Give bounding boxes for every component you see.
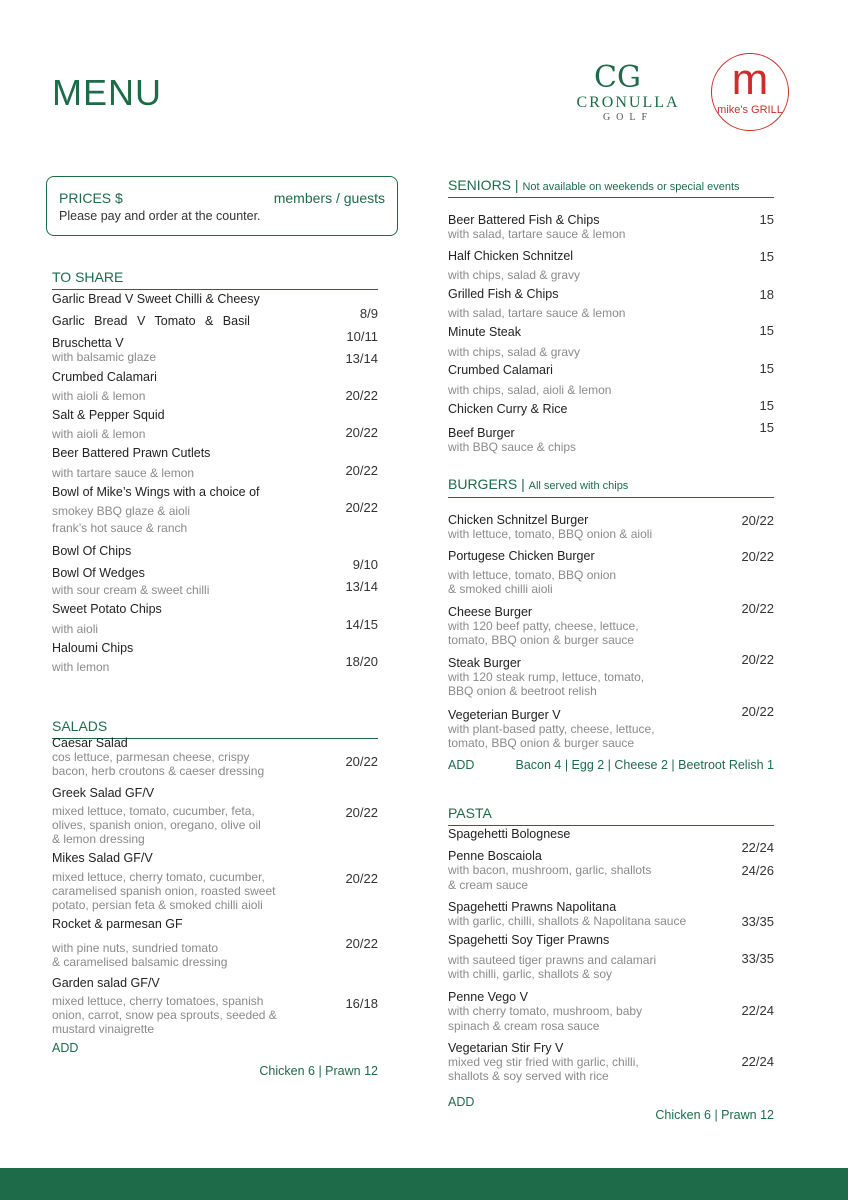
menu-item-desc: with tartare sauce & lemon	[52, 466, 195, 480]
menu-item-price: 15	[759, 212, 774, 227]
menu-item-desc: with lettuce, tomato, BBQ onion	[448, 568, 617, 582]
menu-item-name: Portugese Chicken Burger	[448, 549, 595, 563]
menu-item-desc: with sauteed tiger prawns and calamari	[448, 953, 657, 967]
menu-item-desc: & caramelised balsamic dressing	[52, 955, 228, 969]
salads-heading: SALADS	[52, 718, 108, 734]
prices-box	[46, 176, 398, 236]
menu-item-name: Salt & Pepper Squid	[52, 408, 165, 422]
burgers-rule	[448, 497, 774, 498]
menu-item-name: Sweet Potato Chips	[52, 602, 162, 616]
menu-item-price: 20/22	[741, 513, 774, 528]
menu-item-price: 8/9	[359, 306, 378, 321]
menu-item-price: 20/22	[345, 805, 378, 820]
menu-item-price: 9/10	[352, 557, 378, 572]
menu-item-desc: with salad, tartare sauce & lemon	[448, 227, 626, 241]
menu-item-name: Penne Boscaiola	[448, 849, 542, 863]
menu-item-desc: with bacon, mushroom, garlic, shallots	[448, 863, 652, 877]
menu-item-price: 10/11	[346, 329, 378, 344]
menu-item-name: Bowl Of Wedges	[52, 566, 145, 580]
menu-item-price: 20/22	[741, 549, 774, 564]
to-share-rule	[52, 289, 378, 290]
menu-item-desc: with salad, tartare sauce & lemon	[448, 306, 626, 320]
menu-item-desc: bacon, herb croutons & caeser dressing	[52, 764, 265, 778]
menu-item-price: 33/35	[741, 951, 774, 966]
menu-item-desc: with chilli, garlic, shallots & soy	[448, 967, 613, 981]
menu-item-name: Vegeterian Burger V	[448, 708, 561, 722]
menu-item-name: Bruschetta V	[52, 336, 124, 350]
menu-item-price: 22/24	[741, 1054, 774, 1069]
menu-item-desc: with lettuce, tomato, BBQ onion & aioli	[448, 527, 653, 541]
pasta-add-label: ADD	[448, 1095, 475, 1109]
menu-item-desc: with chips, salad, aioli & lemon	[448, 383, 612, 397]
menu-item-name: Haloumi Chips	[52, 641, 134, 655]
burgers-heading	[448, 476, 628, 492]
menu-item-name: Bowl Of Chips	[52, 544, 132, 558]
menu-item-price: 13/14	[345, 351, 378, 366]
menu-item-name: Chicken Curry & Rice	[448, 402, 568, 416]
menu-item-desc: mixed lettuce, cherry tomatoes, spanish	[52, 994, 264, 1008]
menu-item-name: Beer Battered Prawn Cutlets	[52, 446, 211, 460]
menu-item-price: 20/22	[345, 463, 378, 478]
menu-item-desc: with lemon	[52, 660, 110, 674]
menu-item-desc: with 120 steak rump, lettuce, tomato,	[448, 670, 645, 684]
cg-sub: GOLF	[602, 112, 654, 123]
page-title: MENU	[52, 72, 162, 113]
seniors-title: SENIORS |	[448, 177, 519, 193]
menu-item-price: 15	[759, 323, 774, 338]
menu-item-desc: & cream sauce	[448, 878, 529, 892]
menu-item-name: Vegetarian Stir Fry V	[448, 1041, 564, 1055]
menu-item-desc: with chips, salad & gravy	[448, 268, 581, 282]
menu-item-price: 22/24	[741, 1003, 774, 1018]
prices-note: Please pay and order at the counter.	[59, 209, 261, 223]
menu-item-desc: frank’s hot sauce & ranch	[52, 521, 188, 535]
menu-item-desc: with sour cream & sweet chilli	[52, 583, 210, 597]
menu-item-price: 15	[759, 249, 774, 264]
menu-item-name: Spagehetti Bolognese	[448, 827, 571, 841]
burgers-title: BURGERS |	[448, 476, 525, 492]
menu-item-name: Garden salad GF/V	[52, 976, 160, 990]
menu-item-desc: onion, carrot, snow pea sprouts, seeded &	[52, 1008, 277, 1022]
menu-item-name: Crumbed Calamari	[448, 363, 553, 377]
menu-item-desc: mustard vinaigrette	[52, 1022, 155, 1036]
menu-item-desc: with aioli	[52, 622, 99, 636]
menu-item-name: Penne Vego V	[448, 990, 528, 1004]
menu-item-price: 20/22	[345, 388, 378, 403]
menu-item-name: Garlic Bread V Tomato & Basil	[52, 314, 250, 328]
menu-item-desc: with pine nuts, sundried tomato	[52, 941, 219, 955]
cg-name: CRONULLA	[576, 94, 680, 111]
menu-item-desc: with cherry tomato, mushroom, baby	[448, 1004, 643, 1018]
pasta-heading: PASTA	[448, 805, 492, 821]
footer-band	[0, 1168, 848, 1200]
menu-item-name: Garlic Bread V Sweet Chilli & Cheesy	[52, 292, 260, 306]
menu-item-desc: BBQ onion & beetroot relish	[448, 684, 597, 698]
menu-item-name: Beer Battered Fish & Chips	[448, 213, 600, 227]
menu-item-price: 20/22	[345, 500, 378, 515]
menu-item-price: 15	[759, 398, 774, 413]
menu-item-desc: smokey BBQ glaze & aioli	[52, 504, 191, 518]
menu-item-price: 18	[759, 287, 774, 302]
menu-item-price: 20/22	[741, 652, 774, 667]
menu-item-price: 13/14	[345, 579, 378, 594]
menu-item-name: Spagehetti Prawns Napolitana	[448, 900, 617, 914]
menu-item-price: 16/18	[345, 996, 378, 1011]
menu-item-desc: mixed lettuce, tomato, cucumber, feta,	[52, 804, 255, 818]
menu-item-price: 33/35	[741, 914, 774, 929]
menu-item-desc: shallots & soy served with rice	[448, 1069, 609, 1083]
mg-text: mike's GRILL	[717, 104, 783, 116]
menu-item-desc: with balsamic glaze	[52, 350, 157, 364]
prices-label: PRICES $	[59, 190, 123, 206]
mg-monogram: m	[731, 55, 769, 104]
menu-item-price: 14/15	[345, 617, 378, 632]
menu-item-name: Cheese Burger	[448, 605, 533, 619]
cronulla-golf-logo	[568, 60, 688, 130]
menu-item-desc: mixed veg stir fried with garlic, chilli,	[448, 1055, 639, 1069]
menu-item-price: 15	[759, 361, 774, 376]
menu-item-price: 22/24	[741, 840, 774, 855]
menu-item-price: 20/22	[345, 425, 378, 440]
menu-item-name: Grilled Fish & Chips	[448, 287, 559, 301]
menu-item-price: 20/22	[345, 871, 378, 886]
menu-item-desc: tomato, BBQ onion & burger sauce	[448, 633, 635, 647]
menu-item-desc: olives, spanish onion, oregano, olive oil	[52, 818, 261, 832]
menu-item-desc: caramelised spanish onion, roasted sweet	[52, 884, 276, 898]
pasta-rule	[448, 825, 774, 826]
menu-item-name: Crumbed Calamari	[52, 370, 157, 384]
menu-item-desc: & smoked chilli aioli	[448, 582, 553, 596]
menu-item-desc: mixed lettuce, cherry tomato, cucumber,	[52, 870, 265, 884]
menu-item-price: 20/22	[741, 704, 774, 719]
cg-monogram: CG	[594, 60, 641, 95]
burgers-add-options: Bacon 4 | Egg 2 | Cheese 2 | Beetroot Relish 1	[515, 758, 774, 772]
seniors-note: Not available on weekends or special events	[522, 181, 740, 193]
menu-item-desc: spinach & cream rosa sauce	[448, 1019, 600, 1033]
menu-item-desc: with garlic, chilli, shallots & Napolitana sauce	[448, 914, 687, 928]
pasta-add-options: Chicken 6 | Prawn 12	[655, 1108, 774, 1122]
menu-item-name: Chicken Schnitzel Burger	[448, 513, 589, 527]
menu-item-desc: with aioli & lemon	[52, 427, 146, 441]
menu-item-desc: with chips, salad & gravy	[448, 345, 581, 359]
menu-item-name: Greek Salad GF/V	[52, 786, 155, 800]
menu-item-name: Bowl of Mike’s Wings with a choice of	[52, 485, 260, 499]
menu-item-price: 15	[759, 420, 774, 435]
menu-item-desc: with aioli & lemon	[52, 389, 146, 403]
salads-add-label: ADD	[52, 1041, 79, 1055]
menu-item-desc: cos lettuce, parmesan cheese, crispy	[52, 750, 250, 764]
menu-item-name: Half Chicken Schnitzel	[448, 249, 574, 263]
seniors-heading	[448, 177, 740, 193]
members-guests-label: members / guests	[273, 190, 385, 206]
to-share-heading: TO SHARE	[52, 269, 124, 285]
seniors-rule	[448, 197, 774, 198]
menu-item-desc: with BBQ sauce & chips	[448, 440, 577, 454]
menu-item-price: 20/22	[345, 754, 378, 769]
burgers-note: All served with chips	[528, 480, 629, 492]
menu-item-desc: potato, persian feta & smoked chilli aioli	[52, 898, 263, 912]
menu-item-name: Beef Burger	[448, 426, 515, 440]
menu-item-desc: with 120 beef patty, cheese, lettuce,	[448, 619, 639, 633]
menu-item-price: 20/22	[345, 936, 378, 951]
burgers-add-label: ADD	[448, 758, 475, 772]
menu-item-name: Caesar Salad	[52, 736, 128, 750]
menu-item-price: 18/20	[345, 654, 378, 669]
menu-item-name: Rocket & parmesan GF	[52, 917, 183, 931]
menu-item-desc: & lemon dressing	[52, 832, 145, 846]
menu-item-price: 20/22	[741, 601, 774, 616]
menu-item-name: Spagehetti Soy Tiger Prawns	[448, 933, 610, 947]
menu-item-desc: with plant-based patty, cheese, lettuce,	[448, 722, 655, 736]
salads-add-options: Chicken 6 | Prawn 12	[259, 1064, 378, 1078]
menu-item-desc: tomato, BBQ onion & burger sauce	[448, 736, 635, 750]
menu-item-price: 24/26	[741, 863, 774, 878]
menu-item-name: Steak Burger	[448, 656, 521, 670]
menu-item-name: Minute Steak	[448, 325, 521, 339]
mikes-grill-logo	[711, 53, 789, 131]
menu-item-name: Mikes Salad GF/V	[52, 851, 153, 865]
